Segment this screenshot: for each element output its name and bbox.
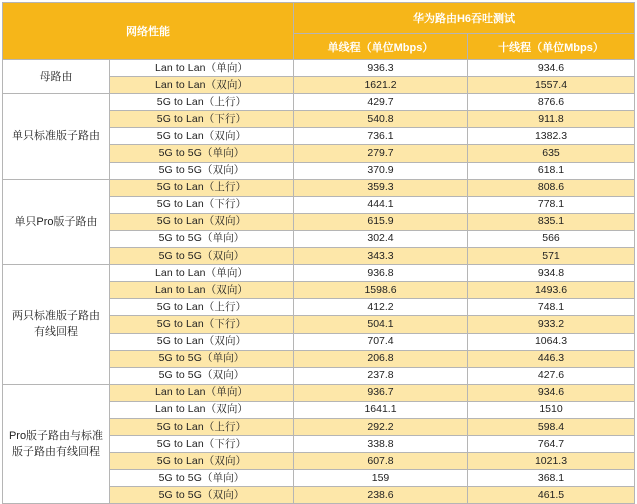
- table-row: [3, 60, 635, 77]
- ten-thread-value: 1064.3: [468, 333, 635, 350]
- single-thread-value: 936.8: [294, 265, 468, 282]
- test-type-cell: Lan to Lan（双向）: [110, 282, 294, 299]
- test-type-cell: 5G to Lan（上行）: [110, 179, 294, 196]
- table-row: [3, 265, 635, 282]
- test-type-cell: 5G to Lan（下行）: [110, 436, 294, 453]
- scenario-label: 单只Pro版子路由: [3, 179, 110, 264]
- single-thread-value: 237.8: [294, 367, 468, 384]
- ten-thread-value: 427.6: [468, 367, 635, 384]
- test-type-cell: 5G to Lan（上行）: [110, 418, 294, 435]
- corner-header: 网络性能: [3, 3, 294, 60]
- ten-thread-value: 835.1: [468, 213, 635, 230]
- single-thread-value: 370.9: [294, 162, 468, 179]
- test-type-cell: 5G to 5G（单向）: [110, 470, 294, 487]
- single-thread-value: 1641.1: [294, 401, 468, 418]
- ten-thread-value: 618.1: [468, 162, 635, 179]
- single-thread-value: 338.8: [294, 436, 468, 453]
- ten-thread-value: 566: [468, 230, 635, 247]
- single-thread-value: 159: [294, 470, 468, 487]
- scenario-label: 母路由: [3, 60, 110, 94]
- column-header-single-thread: 单线程（单位Mbps）: [294, 34, 468, 60]
- single-thread-value: 607.8: [294, 453, 468, 470]
- single-thread-value: 936.3: [294, 60, 468, 77]
- table-row: [3, 384, 635, 401]
- test-type-cell: 5G to Lan（双向）: [110, 333, 294, 350]
- ten-thread-value: 461.5: [468, 487, 635, 504]
- ten-thread-value: 446.3: [468, 350, 635, 367]
- table-body: [3, 60, 635, 504]
- column-header-ten-thread: 十线程（单位Mbps）: [468, 34, 635, 60]
- test-type-cell: Lan to Lan（单向）: [110, 60, 294, 77]
- ten-thread-value: 1493.6: [468, 282, 635, 299]
- ten-thread-value: 876.6: [468, 94, 635, 111]
- ten-thread-value: 934.6: [468, 60, 635, 77]
- single-thread-value: 540.8: [294, 111, 468, 128]
- ten-thread-value: 1382.3: [468, 128, 635, 145]
- test-type-cell: Lan to Lan（单向）: [110, 265, 294, 282]
- single-thread-value: 279.7: [294, 145, 468, 162]
- single-thread-value: 359.3: [294, 179, 468, 196]
- single-thread-value: 444.1: [294, 196, 468, 213]
- scenario-label: 两只标准版子路由有线回程: [3, 265, 110, 385]
- single-thread-value: 429.7: [294, 94, 468, 111]
- ten-thread-value: 933.2: [468, 316, 635, 333]
- ten-thread-value: 635: [468, 145, 635, 162]
- ten-thread-value: 571: [468, 248, 635, 265]
- table-row: [3, 94, 635, 111]
- ten-thread-value: 748.1: [468, 299, 635, 316]
- ten-thread-value: 764.7: [468, 436, 635, 453]
- single-thread-value: 707.4: [294, 333, 468, 350]
- single-thread-value: 343.3: [294, 248, 468, 265]
- scenario-label: 单只标准版子路由: [3, 94, 110, 179]
- single-thread-value: 412.2: [294, 299, 468, 316]
- single-thread-value: 936.7: [294, 384, 468, 401]
- single-thread-value: 504.1: [294, 316, 468, 333]
- single-thread-value: 206.8: [294, 350, 468, 367]
- ten-thread-value: 934.8: [468, 265, 635, 282]
- ten-thread-value: 808.6: [468, 179, 635, 196]
- test-type-cell: Lan to Lan（单向）: [110, 384, 294, 401]
- ten-thread-value: 598.4: [468, 418, 635, 435]
- throughput-table-sheet: [2, 2, 634, 504]
- ten-thread-value: 934.6: [468, 384, 635, 401]
- test-type-cell: 5G to Lan（双向）: [110, 213, 294, 230]
- test-type-cell: 5G to 5G（单向）: [110, 230, 294, 247]
- ten-thread-value: 1510: [468, 401, 635, 418]
- scenario-label: Pro版子路由与标准版子路由有线回程: [3, 384, 110, 504]
- test-type-cell: 5G to Lan（上行）: [110, 299, 294, 316]
- single-thread-value: 238.6: [294, 487, 468, 504]
- test-type-cell: 5G to 5G（双向）: [110, 162, 294, 179]
- ten-thread-value: 1021.3: [468, 453, 635, 470]
- test-type-cell: Lan to Lan（双向）: [110, 77, 294, 94]
- test-type-cell: Lan to Lan（双向）: [110, 401, 294, 418]
- single-thread-value: 292.2: [294, 418, 468, 435]
- single-thread-value: 615.9: [294, 213, 468, 230]
- test-type-cell: 5G to 5G（双向）: [110, 367, 294, 384]
- test-type-cell: 5G to Lan（下行）: [110, 316, 294, 333]
- test-type-cell: 5G to 5G（单向）: [110, 145, 294, 162]
- ten-thread-value: 1557.4: [468, 77, 635, 94]
- ten-thread-value: 368.1: [468, 470, 635, 487]
- single-thread-value: 1621.2: [294, 77, 468, 94]
- test-type-cell: 5G to Lan（上行）: [110, 94, 294, 111]
- test-type-cell: 5G to 5G（双向）: [110, 487, 294, 504]
- ten-thread-value: 778.1: [468, 196, 635, 213]
- single-thread-value: 1598.6: [294, 282, 468, 299]
- throughput-table: [2, 2, 635, 504]
- table-row: [3, 179, 635, 196]
- test-type-cell: 5G to Lan（双向）: [110, 128, 294, 145]
- table-title: 华为路由H6吞吐测试: [294, 3, 635, 34]
- test-type-cell: 5G to Lan（下行）: [110, 111, 294, 128]
- test-type-cell: 5G to 5G（单向）: [110, 350, 294, 367]
- table-header: [3, 3, 635, 60]
- single-thread-value: 736.1: [294, 128, 468, 145]
- test-type-cell: 5G to Lan（下行）: [110, 196, 294, 213]
- test-type-cell: 5G to 5G（双向）: [110, 248, 294, 265]
- test-type-cell: 5G to Lan（双向）: [110, 453, 294, 470]
- single-thread-value: 302.4: [294, 230, 468, 247]
- ten-thread-value: 911.8: [468, 111, 635, 128]
